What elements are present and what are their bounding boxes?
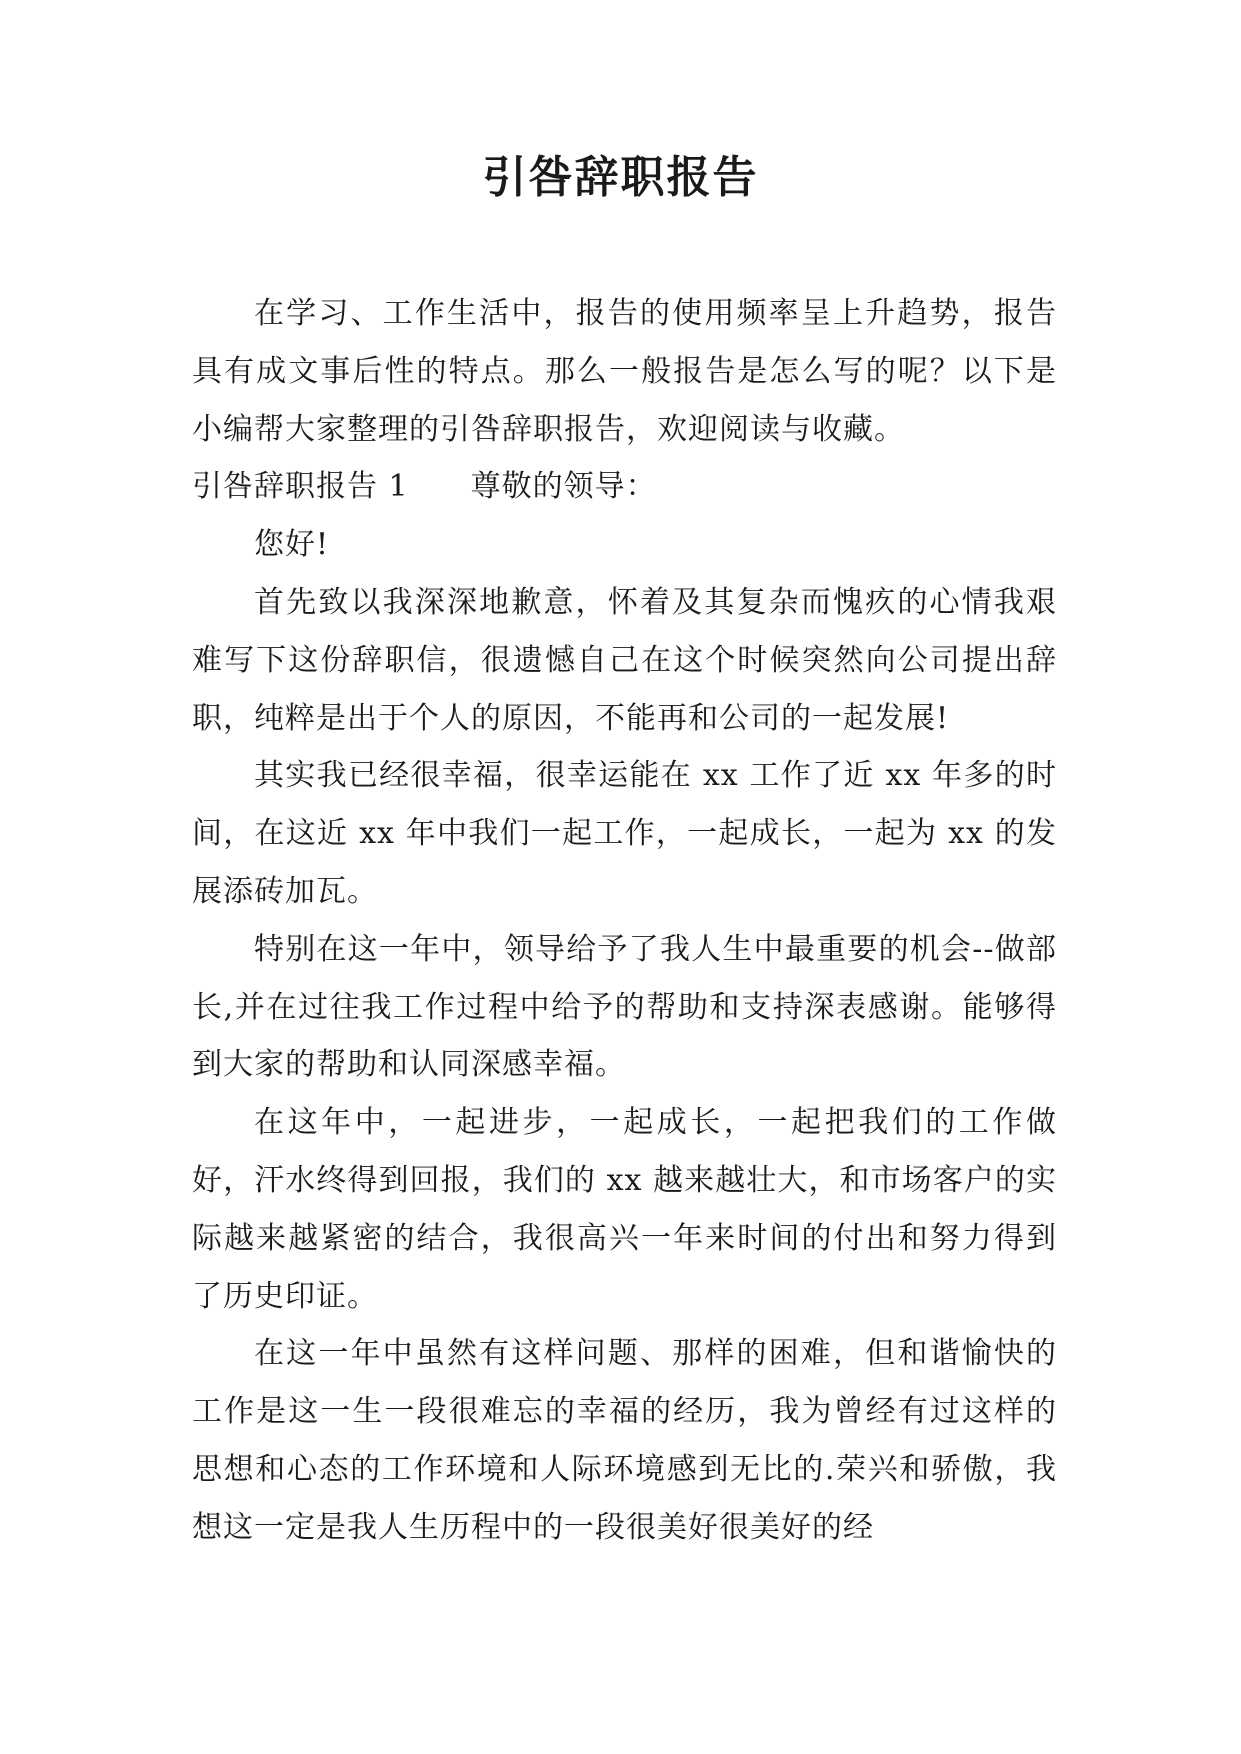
salutation: 尊敬的领导： (470, 469, 657, 505)
body-paragraph: 首先致以我深深地歉意，怀着及其复杂而愧疚的心情我艰难写下这份辞职信，很遗憾自己在这个时候突然向公司提出辞职，纯粹是出于个人的原因，不能再和公司的一起发展! (192, 584, 1057, 736)
document-title: 引咎辞职报告 (482, 152, 759, 203)
greeting: 您好! (254, 527, 330, 563)
body-paragraph: 特别在这一年中，领导给予了我人生中最重要的机会--做部长,并在过往我工作过程中给予的帮助和支持深表感谢。能够得到大家的帮助和认同深感幸福。 (192, 931, 1057, 1083)
section-heading-line (192, 458, 1057, 516)
intro-paragraph: 在学习、工作生活中，报告的使用频率呈上升趋势，报告具有成文事后性的特点。那么一般报告是怎么写的呢？以下是小编帮大家整理的引咎辞职报告，欢迎阅读与收藏。 (192, 296, 1057, 447)
section-heading: 引咎辞职报告 1 (192, 469, 409, 505)
document-body (192, 285, 1057, 1557)
body-paragraph: 在这一年中虽然有这样问题、那样的困难，但和谐愉快的工作是这一生一段很难忘的幸福的经历，我为曾经有过这样的思想和心态的工作环境和人际环境感到无比的.荣兴和骄傲，我想这一定是我人生历程中的一段很美好很美好的经 (192, 1336, 1057, 1545)
body-paragraph: 其实我已经很幸福，很幸运能在 xx 工作了近 xx 年多的时间，在这近 xx 年中我们一起工作，一起成长，一起为 xx 的发展添砖加瓦。 (192, 758, 1057, 909)
body-paragraph: 在这年中，一起进步，一起成长，一起把我们的工作做好，汗水终得到回报，我们的 xx 越来越壮大，和市场客户的实际越来越紧密的结合，我很高兴一年来时间的付出和努力得到了历史印证。 (192, 1105, 1057, 1314)
